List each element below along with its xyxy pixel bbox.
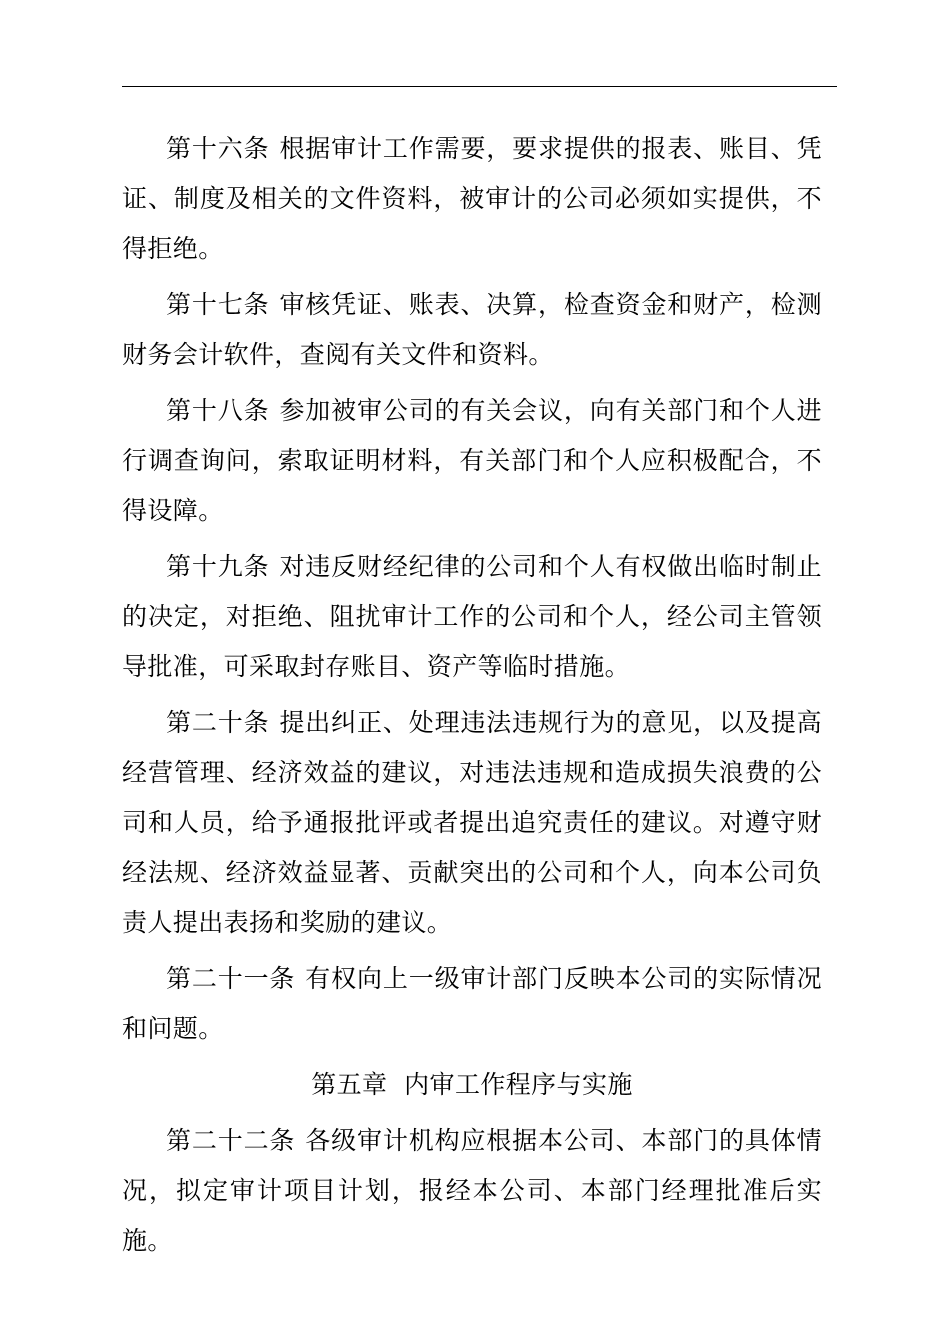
article-heading: 第十九条	[166, 552, 270, 581]
article-text: 根据审计工作需要，要求提供的报表、账目、凭证、制度及相关的文件资料，被审计的公司必须如实提供，不得拒绝。	[122, 134, 822, 263]
article-text: 各级审计机构应根据本公司、本部门的具体情况，拟定审计项目计划，报经本公司、本部门经理批准后实施。	[122, 1126, 822, 1255]
article-heading: 第十六条	[166, 134, 270, 163]
article-text: 对违反财经纪律的公司和个人有权做出临时制止的决定，对拒绝、阻扰审计工作的公司和个人，经公司主管领导批准，可采取封存账目、资产等临时措施。	[122, 552, 822, 681]
article-heading: 第十八条	[166, 396, 270, 425]
chapter-number: 第五章	[311, 1070, 388, 1099]
article-17	[122, 280, 822, 380]
article-heading: 第二十一条	[166, 964, 296, 993]
article-heading: 第十七条	[166, 290, 270, 319]
article-20	[122, 698, 822, 948]
article-19	[122, 542, 822, 692]
article-16	[122, 124, 822, 274]
article-heading: 第二十二条	[166, 1126, 296, 1155]
header-rule	[122, 86, 837, 87]
article-text: 提出纠正、处理违法违规行为的意见，以及提高经营管理、经济效益的建议，对违法违规和造成损失浪费的公司和人员，给予通报批评或者提出追究责任的建议。对遵守财经法规、经济效益显著、贡献突出的公司和个人，向本公司负责人提出表扬和奖励的建议。	[122, 708, 822, 937]
article-heading: 第二十条	[166, 708, 270, 737]
article-21	[122, 954, 822, 1054]
article-text: 有权向上一级审计部门反映本公司的实际情况和问题。	[122, 964, 822, 1043]
chapter-title: 内审工作程序与实施	[404, 1070, 633, 1099]
document-body	[122, 124, 822, 1272]
article-18	[122, 386, 822, 536]
article-22	[122, 1116, 822, 1266]
chapter-heading	[122, 1060, 822, 1110]
article-text: 参加被审公司的有关会议，向有关部门和个人进行调查询问，索取证明材料，有关部门和个人应积极配合，不得设障。	[122, 396, 822, 525]
article-text: 审核凭证、账表、决算，检查资金和财产，检测财务会计软件，查阅有关文件和资料。	[122, 290, 822, 369]
